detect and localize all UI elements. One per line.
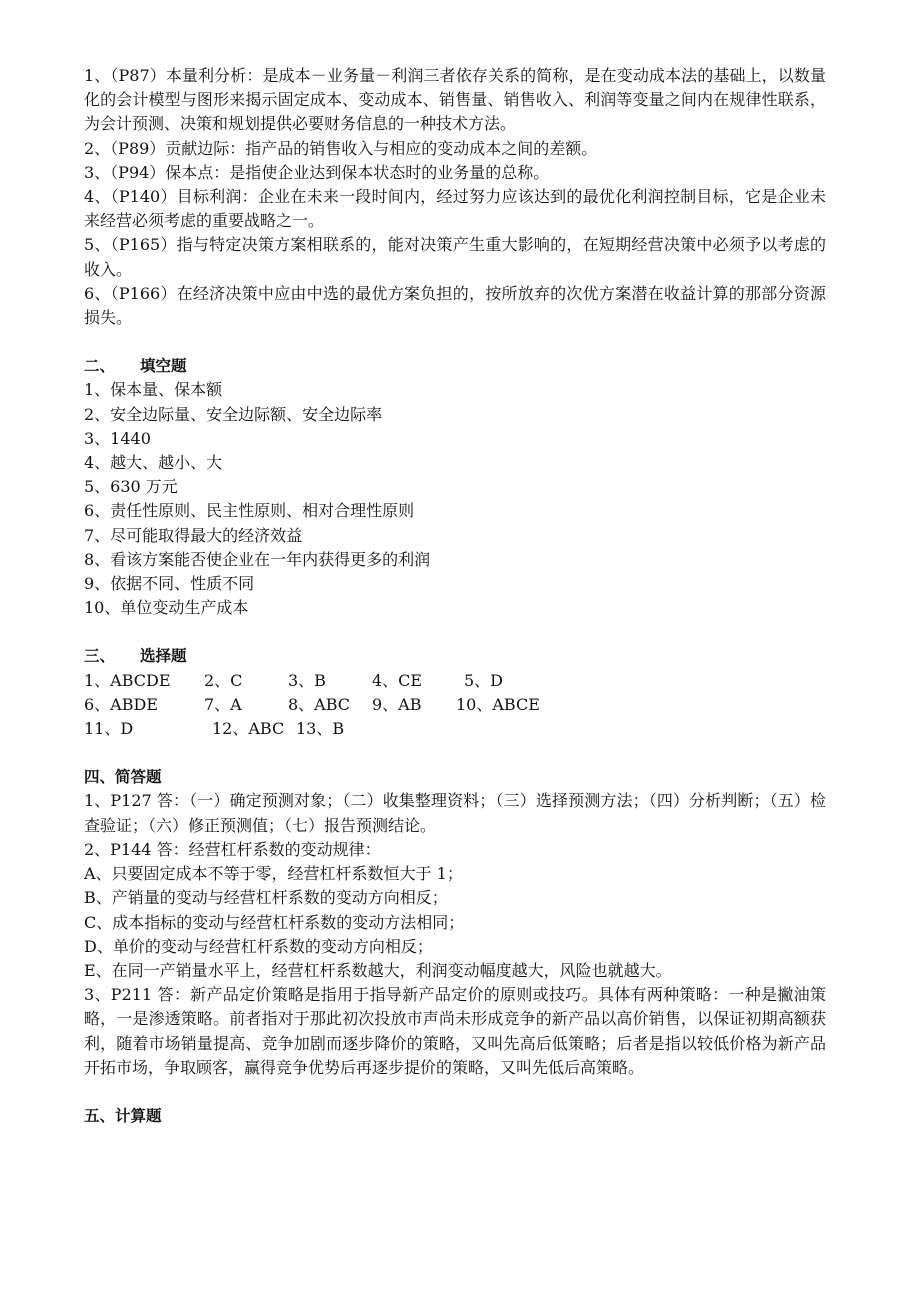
choice-answer: 2、C bbox=[204, 670, 243, 690]
definition-item: 1、（P87）本量利分析：是成本－业务量－利润三者依存关系的简称，是在变动成本法的基础上，以数量化的会计模型与图形来揭示固定成本、变动成本、销售量、销售收入、利润等变量之间内在规律性联系，为会计预测、决策和规划提供必要财务信息的一种技术方法。 bbox=[84, 66, 826, 134]
choice-answer: 13、B bbox=[296, 719, 345, 739]
section-heading-calculation: 五、计算题 bbox=[84, 1106, 162, 1125]
short-answer-item: C、成本指标的变动与经营杠杆系数的变动方法相同； bbox=[84, 912, 465, 932]
choice-answer-row bbox=[84, 669, 826, 693]
short-answer-item: E、在同一产销量水平上，经营杠杆系数越大，利润变动幅度越大，风险也就越大。 bbox=[84, 960, 672, 980]
section-number: 二、 bbox=[84, 357, 116, 376]
definition-item: 6、（P166）在经济决策中应由中选的最优方案负担的，按所放弃的次优方案潜在收益计算的那部分资源损失。 bbox=[84, 283, 826, 328]
spacer bbox=[84, 741, 826, 765]
document-page bbox=[84, 64, 826, 1128]
section-number: 三、 bbox=[84, 647, 116, 666]
short-answer-item: 1、P127 答：（一）确定预测对象；（二）收集整理资料；（三）选择预测方法；（四）分析判断；（五）检查验证；（六）修正预测值；（七）报告预测结论。 bbox=[84, 791, 826, 835]
fill-in-answer: 4、越大、越小、大 bbox=[84, 453, 223, 473]
fill-in-answer: 9、依据不同、性质不同 bbox=[84, 574, 255, 594]
fill-in-answer: 1、保本量、保本额 bbox=[84, 380, 223, 400]
section-heading-short-answer: 四、简答题 bbox=[84, 768, 162, 787]
choice-answer: 1、ABCDE bbox=[84, 670, 171, 690]
fill-in-answer: 2、安全边际量、安全边际额、安全边际率 bbox=[84, 404, 383, 424]
choice-answer: 6、ABDE bbox=[84, 694, 159, 714]
choice-answer-row bbox=[84, 693, 826, 717]
definition-item: 5、（P165）指与特定决策方案相联系的，能对决策产生重大影响的，在短期经营决策中必须予以考虑的收入。 bbox=[84, 235, 826, 279]
short-answer-item: A、只要固定成本不等于零，经营杠杆系数恒大于 1； bbox=[84, 864, 463, 884]
definitions-section bbox=[84, 64, 826, 330]
section-title: 填空题 bbox=[140, 357, 187, 376]
spacer bbox=[84, 1080, 826, 1104]
choice-answer: 8、ABC bbox=[288, 694, 351, 714]
fill-in-answer: 3、1440 bbox=[84, 428, 151, 448]
choice-answer: 11、D bbox=[84, 719, 134, 739]
choice-answer-row bbox=[84, 717, 826, 741]
fill-in-answer: 5、630 万元 bbox=[84, 477, 178, 497]
choice-answer: 3、B bbox=[288, 670, 326, 690]
choice-section bbox=[84, 644, 826, 741]
calculation-section bbox=[84, 1104, 826, 1128]
short-answer-section bbox=[84, 765, 826, 1080]
short-answer-item: B、产销量的变动与经营杠杆系数的变动方向相反； bbox=[84, 888, 448, 908]
definition-item: 3、（P94）保本点：是指使企业达到保本状态时的业务量的总称。 bbox=[84, 162, 550, 182]
spacer bbox=[84, 620, 826, 644]
short-answer-item: 2、P144 答：经营杠杆系数的变动规律： bbox=[84, 839, 381, 859]
choice-answer: 7、A bbox=[204, 694, 242, 714]
spacer bbox=[84, 330, 826, 354]
fill-in-answer: 6、责任性原则、民主性原则、相对合理性原则 bbox=[84, 501, 415, 521]
section-heading-choice bbox=[84, 644, 826, 668]
choice-answer: 9、AB bbox=[372, 694, 422, 714]
short-answer-item: D、单价的变动与经营杠杆系数的变动方向相反； bbox=[84, 936, 433, 956]
fill-in-answer: 8、看该方案能否使企业在一年内获得更多的利润 bbox=[84, 549, 431, 569]
choice-answer: 5、D bbox=[464, 670, 504, 690]
definition-item: 2、（P89）贡献边际：指产品的销售收入与相应的变动成本之间的差额。 bbox=[84, 138, 598, 158]
choice-answer: 12、ABC bbox=[212, 719, 285, 739]
choice-answer: 4、CE bbox=[372, 670, 423, 690]
choice-answer: 10、ABCE bbox=[456, 694, 540, 714]
fill-in-section bbox=[84, 354, 826, 620]
fill-in-answer: 7、尽可能取得最大的经济效益 bbox=[84, 525, 303, 545]
section-heading-fill-in bbox=[84, 354, 826, 378]
section-title: 选择题 bbox=[140, 647, 187, 666]
definition-item: 4、（P140）目标利润：企业在未来一段时间内，经过努力应该达到的最优化利润控制目标，它是企业未来经营必须考虑的重要战略之一。 bbox=[84, 187, 826, 231]
fill-in-answer: 10、单位变动生产成本 bbox=[84, 598, 249, 618]
short-answer-item: 3、P211 答：新产品定价策略是指用于指导新产品定价的原则或技巧。具体有两种策略：一种是撇油策略，一是渗透策略。前者指对于那此初次投放市声尚未形成竞争的新产品以高价销售，以保证初期高额获利，随着市场销量提高、竞争加剧而逐步降价的策略，又叫先高后低策略；后者是指以较低价格为新产品开拓市场，争取顾客，赢得竞争优势后再逐步提价的策略，又叫先低后高策略。 bbox=[84, 985, 826, 1077]
